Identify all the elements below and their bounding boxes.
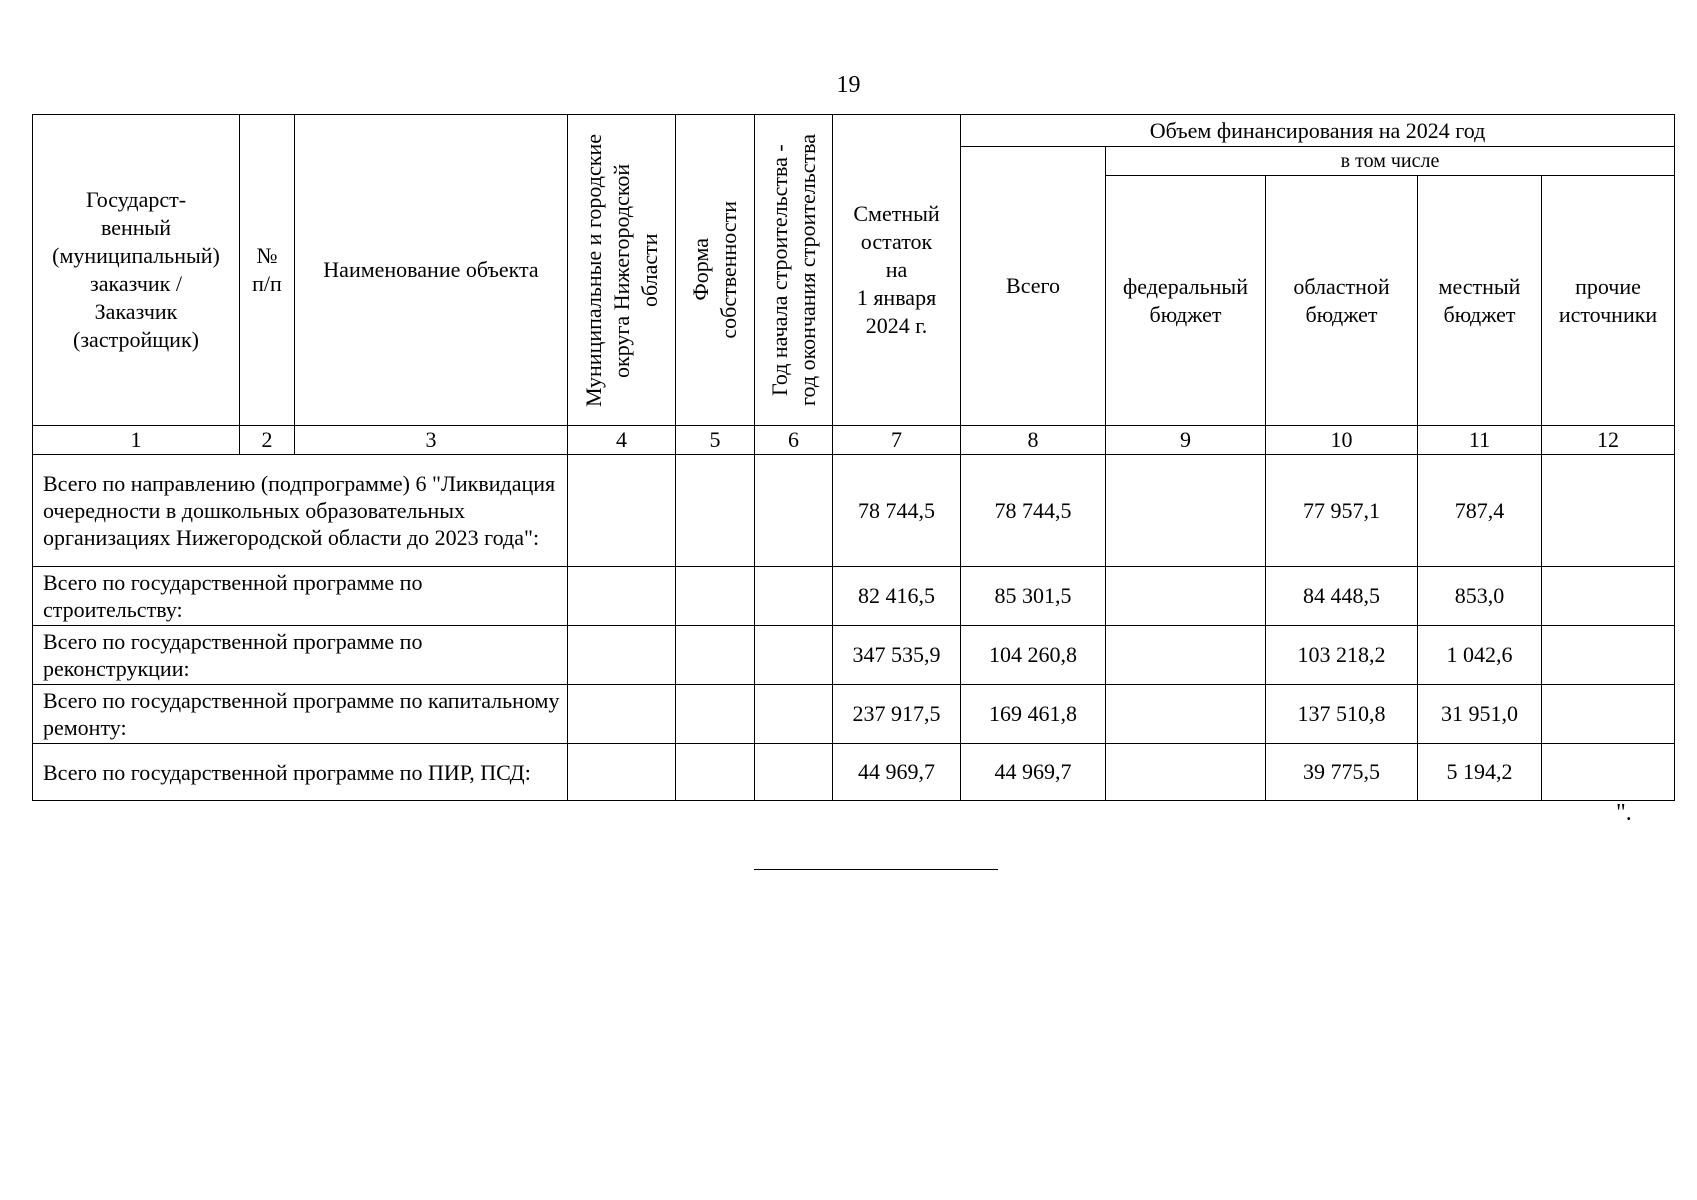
column-number: 7 [833,426,961,455]
header-financing-title-text: Объем финансирования на 2024 год [1149,117,1486,143]
header-financing-title [961,115,1675,147]
row-estimate: 82 416,5 [833,567,961,626]
column-number: 5 [676,426,755,455]
row-years-cell [755,744,833,801]
column-number: 12 [1542,426,1675,455]
row-total: 104 260,8 [961,626,1106,685]
row-local: 853,0 [1418,567,1542,626]
row-local: 31 951,0 [1418,685,1542,744]
row-years-cell [755,455,833,567]
header-object-name-text: Наименование объекта [323,257,539,282]
column-number: 1 [33,426,240,455]
row-total: 85 301,5 [961,567,1106,626]
row-federal [1106,744,1266,801]
header-number-text: № п/п [252,243,282,296]
row-local: 1 042,6 [1418,626,1542,685]
header-object-name [295,115,568,426]
row-municipality-cell [568,626,676,685]
column-number: 9 [1106,426,1266,455]
table-row [33,685,1675,744]
header-including [1106,147,1675,176]
closing-quote: ". [1616,800,1632,826]
row-regional: 84 448,5 [1266,567,1418,626]
header-local-text: местный бюджет [1438,273,1521,327]
row-other [1542,744,1675,801]
column-number: 11 [1418,426,1542,455]
row-label: Всего по направлению (подпрограмме) 6 "Ликвидация очередности в дошкольных образовательных организациях Нижегородской области до 2023 года": [33,455,568,567]
table-header [33,115,1675,426]
header-total-text: Всего [1006,273,1060,298]
row-federal [1106,685,1266,744]
header-estimate-balance [833,115,961,426]
row-ownership-cell [676,685,755,744]
header-estimate-balance-text: Сметный остаток на 1 января 2024 г. [853,201,940,338]
row-estimate: 78 744,5 [833,455,961,567]
header-regional [1266,176,1418,426]
column-number: 8 [961,426,1106,455]
row-other [1542,567,1675,626]
row-other [1542,455,1675,567]
row-local: 5 194,2 [1418,744,1542,801]
table-row [33,567,1675,626]
row-local: 787,4 [1418,455,1542,567]
row-years-cell [755,567,833,626]
header-federal-text: федеральный бюджет [1123,273,1248,327]
column-number: 3 [295,426,568,455]
column-number: 6 [755,426,833,455]
table-row [33,455,1675,567]
row-municipality-cell [568,455,676,567]
row-label: Всего по государственной программе по капитальному ремонту: [33,685,568,744]
row-other [1542,626,1675,685]
header-municipalities-text: Муниципальные и городские округа Нижегородской области [580,133,662,407]
row-estimate: 237 917,5 [833,685,961,744]
row-years-cell [755,685,833,744]
header-number [240,115,295,426]
header-federal [1106,176,1266,426]
row-federal [1106,567,1266,626]
header-regional-text: областной бюджет [1293,273,1390,327]
row-label: Всего по государственной программе по строительству: [33,567,568,626]
page-number: 19 [836,72,861,98]
row-total: 78 744,5 [961,455,1106,567]
column-number: 2 [240,426,295,455]
table-row [33,744,1675,801]
row-label: Всего по государственной программе по реконструкции: [33,626,568,685]
row-federal [1106,455,1266,567]
column-number: 10 [1266,426,1418,455]
row-other [1542,685,1675,744]
column-number: 4 [568,426,676,455]
header-including-text: в том числе [1340,150,1440,172]
header-ownership-text: Форма собственности [688,201,741,339]
row-estimate: 44 969,7 [833,744,961,801]
row-regional: 39 775,5 [1266,744,1418,801]
header-local [1418,176,1542,426]
row-ownership-cell [676,744,755,801]
row-total: 44 969,7 [961,744,1106,801]
row-municipality-cell [568,685,676,744]
header-years-text: Год начала строительства - год окончания строительства [766,134,820,406]
row-label: Всего по государственной программе по ПИР, ПСД: [33,744,568,801]
row-ownership-cell [676,626,755,685]
row-ownership-cell [676,567,755,626]
row-years-cell [755,626,833,685]
table-row [33,626,1675,685]
header-other [1542,176,1675,426]
row-total: 169 461,8 [961,685,1106,744]
bottom-divider [754,869,998,870]
header-other-text: прочие источники [1558,273,1658,327]
header-customer [33,115,240,426]
row-regional: 137 510,8 [1266,685,1418,744]
header-customer-text: Государст- венный (муниципальный) заказчик / Заказчик (застройщик) [52,187,220,352]
financing-table [32,114,1675,801]
row-regional: 103 218,2 [1266,626,1418,685]
row-regional: 77 957,1 [1266,455,1418,567]
row-estimate: 347 535,9 [833,626,961,685]
row-municipality-cell [568,567,676,626]
column-number-row [33,426,1675,455]
header-years [755,115,833,426]
header-ownership [676,115,755,426]
row-federal [1106,626,1266,685]
row-ownership-cell [676,455,755,567]
row-municipality-cell [568,744,676,801]
header-municipalities [568,115,676,426]
header-total [961,147,1106,426]
